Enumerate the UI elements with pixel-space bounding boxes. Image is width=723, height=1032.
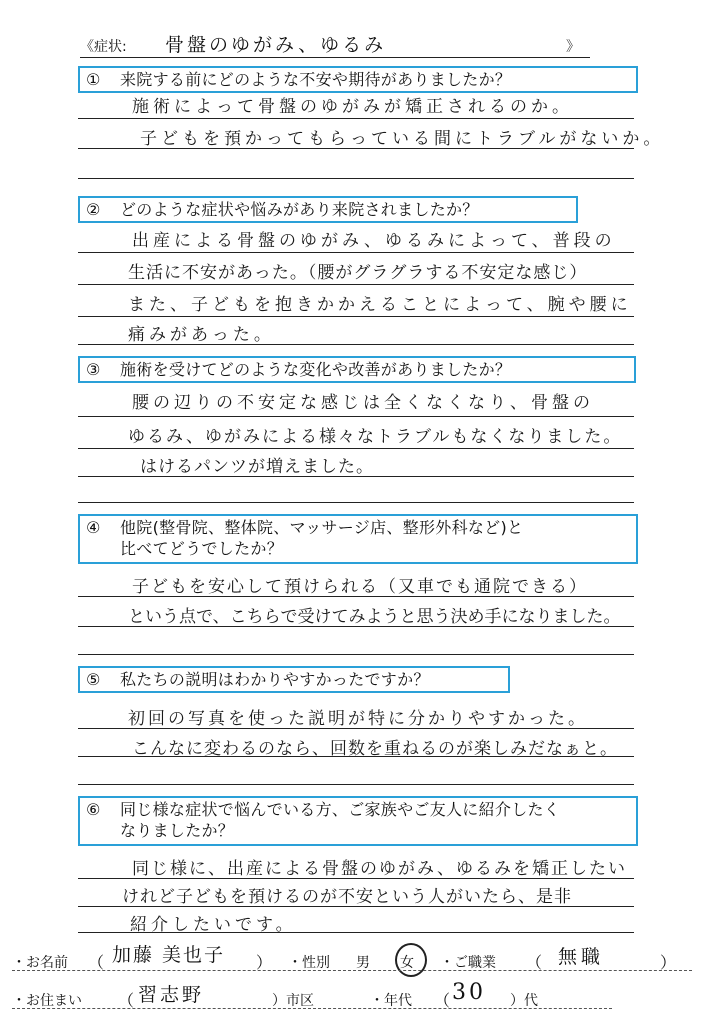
gender-label: ・性別	[288, 955, 330, 971]
answer-6-line-1: 同じ様に、出産による骨盤のゆがみ、ゆるみを矯正したい	[132, 859, 628, 879]
ruled-line	[78, 784, 634, 785]
question-number: ④	[86, 518, 101, 537]
ruled-line	[78, 596, 634, 597]
occupation-label: ・ご職業	[440, 955, 496, 971]
gender-female: 女	[400, 955, 414, 971]
ruled-line	[78, 728, 634, 729]
ruled-line	[78, 756, 634, 757]
address-suffix: ）市区	[272, 993, 314, 1009]
symptom-header	[80, 30, 590, 58]
question-3	[78, 356, 636, 383]
answer-5-line-2: こんなに変わるのなら、回数を重ねるのが楽しみだなぁと。	[132, 739, 618, 759]
answer-4-line-2: という点で、こちらで受けてみようと思う決め手になりました。	[128, 607, 621, 627]
occupation-open-paren: （	[526, 953, 543, 972]
symptom-underline	[80, 57, 590, 58]
question-number: ③	[86, 360, 101, 379]
question-number: ⑤	[86, 670, 101, 689]
answer-2-line-4: 痛みがあった。	[128, 325, 275, 345]
ruled-line	[78, 118, 634, 119]
age-suffix: ）代	[510, 993, 538, 1009]
address-value: 習志野	[138, 984, 205, 1006]
name-close-paren: ）	[256, 953, 273, 972]
question-2	[78, 196, 578, 223]
ruled-line	[78, 252, 634, 253]
occupation-value: 無職	[558, 946, 605, 968]
answer-5-line-1: 初回の写真を使った説明が特に分かりやすかった。	[128, 709, 588, 729]
question-text: 同じ様な症状で悩んでいる方、ご家族やご友人に紹介したく	[120, 800, 561, 819]
answer-2-line-3: また、子どもを抱きかかえることによって、腕や腰に	[128, 295, 632, 315]
answer-6-line-2: けれど子どもを預けるのが不安という人がいたら、是非	[122, 887, 572, 907]
question-number: ①	[86, 70, 101, 89]
age-open-paren: （	[434, 991, 451, 1010]
symptom-value: 骨盤のゆがみ、ゆるみ	[165, 34, 387, 56]
ruled-line	[78, 148, 634, 149]
answer-3-line-2: ゆるみ、ゆがみによる様々なトラブルもなくなりました。	[128, 427, 623, 447]
footer-dashed-line	[12, 1008, 612, 1009]
question-text: 施術を受けてどのような変化や改善がありましたか？	[120, 360, 512, 379]
gender-male: 男	[356, 955, 370, 971]
answer-1-line-2: 子どもを預かってもらっている間にトラブルがないか。	[140, 129, 665, 149]
ruled-line	[78, 878, 634, 879]
ruled-line	[78, 284, 634, 285]
age-label: ・年代	[370, 993, 412, 1009]
question-text: 来院する前にどのような不安や期待がありましたか？	[120, 70, 512, 89]
question-number: ②	[86, 200, 101, 219]
question-text: どのような症状や悩みがあり来院されましたか？	[120, 200, 479, 219]
question-1	[78, 66, 638, 93]
question-5	[78, 666, 510, 693]
ruled-line	[78, 626, 634, 627]
ruled-line	[78, 178, 634, 179]
question-4	[78, 514, 638, 564]
ruled-line	[78, 416, 634, 417]
answer-2-line-1: 出産による骨盤のゆがみ、ゆるみによって、普段の	[132, 231, 616, 251]
ruled-line	[78, 654, 634, 655]
answer-3-line-3: はけるパンツが増えました。	[140, 457, 374, 477]
age-value: 30	[452, 980, 486, 1005]
answer-2-line-2: 生活に不安があった。（腰がグラグラする不安定な感じ）	[128, 263, 588, 283]
ruled-line	[78, 316, 634, 317]
name-open-paren: （	[88, 953, 105, 972]
footer-dashed-line	[12, 970, 692, 971]
ruled-line	[78, 448, 634, 449]
question-text: 他院(整骨院、整体院、マッサージ店、整形外科など)と	[120, 518, 524, 537]
gender-selected-circle	[395, 943, 427, 977]
question-text-cont: なりましたか？	[120, 821, 235, 840]
question-text: 私たちの説明はわかりやすかったですか？	[120, 670, 430, 689]
ruled-line	[78, 502, 634, 503]
ruled-line	[78, 344, 634, 345]
answer-3-line-1: 腰の辺りの不安定な感じは全くなくなり、骨盤の	[132, 393, 594, 413]
address-open-paren: （	[118, 991, 135, 1010]
question-number: ⑥	[86, 800, 101, 819]
question-6	[78, 796, 638, 846]
symptom-end: 》	[566, 39, 580, 55]
occupation-close-paren: ）	[660, 953, 677, 972]
answer-1-line-1: 施術によって骨盤のゆがみが矯正されるのか。	[132, 97, 573, 117]
answer-4-line-1: 子どもを安心して預けられる（又車でも通院できる）	[132, 577, 588, 597]
ruled-line	[78, 932, 634, 933]
ruled-line	[78, 476, 634, 477]
question-text-cont: 比べてどうでしたか？	[120, 539, 284, 558]
symptom-label: 《症状:	[80, 39, 127, 55]
name-label: ・お名前	[12, 955, 68, 971]
name-value: 加藤 美也子	[112, 944, 226, 966]
ruled-line	[78, 906, 634, 907]
address-label: ・お住まい	[12, 993, 82, 1009]
answer-6-line-3: 紹介したいです。	[130, 915, 297, 935]
